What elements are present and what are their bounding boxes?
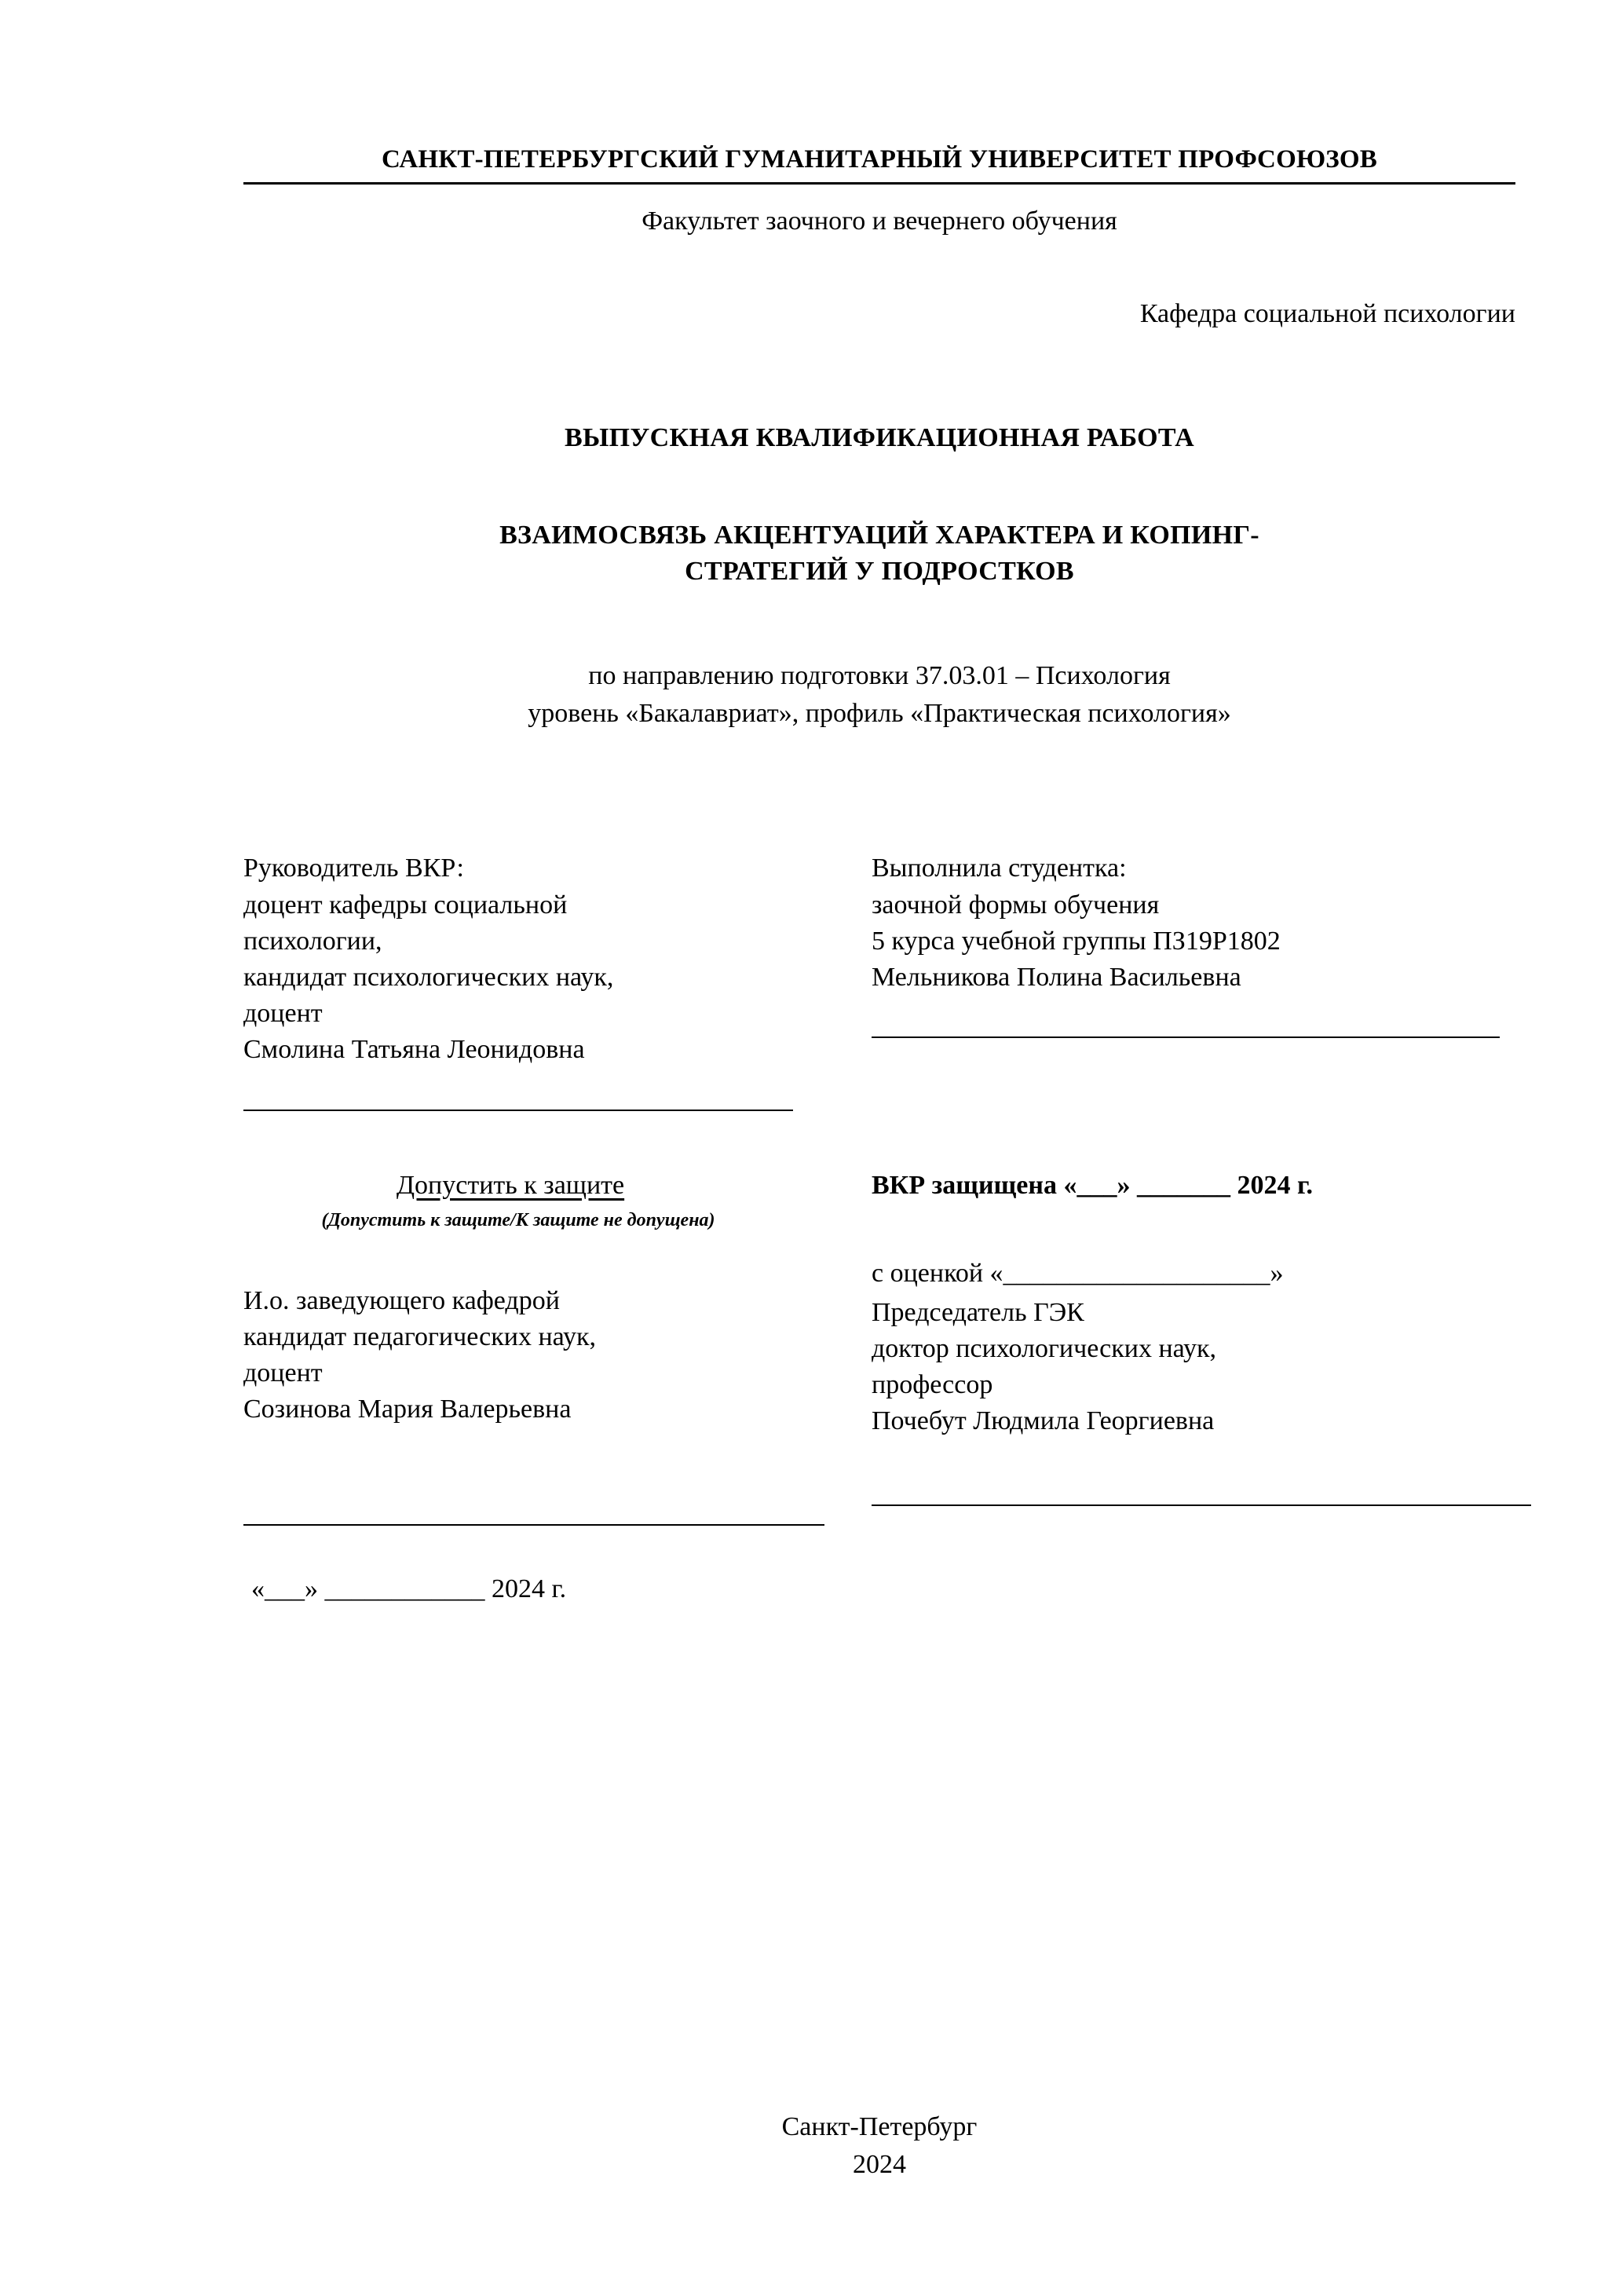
head-name: Созинова Мария Валерьевна: [243, 1395, 572, 1424]
head-signature-line: [243, 1524, 824, 1526]
student-form: заочной формы обучения: [872, 890, 1160, 919]
university-name: САНКТ-ПЕТЕРБУРГСКИЙ ГУМАНИТАРНЫЙ УНИВЕРСИТЕТ ПРОФСОЮЗОВ: [243, 145, 1515, 185]
defense-grade-line: с оценкой «____________________»: [872, 1258, 1284, 1288]
admission-heading: Допустить к защите: [396, 1170, 625, 1200]
head-label: И.о. заведующего кафедрой: [243, 1285, 560, 1315]
student-label: Выполнила студентка:: [872, 854, 1127, 883]
supervisor-signature-line: [243, 1110, 793, 1111]
program-level: уровень «Бакалавриат», профиль «Практическая психология»: [528, 699, 1231, 729]
head-degree: кандидат педагогических наук,: [243, 1322, 597, 1351]
head-rank: доцент: [243, 1358, 323, 1388]
chair-label: Председатель ГЭК: [872, 1297, 1084, 1327]
supervisor-position-line-1: доцент кафедры социальной: [243, 890, 568, 919]
program-info: [236, 657, 1523, 733]
chair-degree: доктор психологических наук,: [872, 1333, 1217, 1363]
supervisor-block: [236, 850, 864, 1110]
program-direction: по направлению подготовки 37.03.01 – Психология: [588, 660, 1171, 690]
chair-block: [872, 1295, 1523, 1440]
admission-date-line: «___» ____________ 2024 г.: [251, 1574, 567, 1603]
student-signature-line: [872, 1036, 1500, 1038]
chair-name: Почебут Людмила Георгиевна: [872, 1406, 1215, 1436]
student-group: 5 курса учебной группы ПЗ19Р1802: [872, 926, 1281, 956]
defense-date-line: ВКР защищена «___» _______ 2024 г.: [872, 1170, 1314, 1200]
footer-city: Санкт-Петербург: [781, 2112, 978, 2141]
thesis-title: [236, 517, 1523, 590]
faculty-name: Факультет заочного и вечернего обучения: [642, 207, 1117, 236]
supervisor-label: Руководитель ВКР:: [243, 854, 464, 883]
document-type: ВЫПУСКНАЯ КВАЛИФИКАЦИОННАЯ РАБОТА: [564, 423, 1195, 452]
signatures-bottom: [236, 1171, 1523, 1604]
student-name: Мельникова Полина Васильевна: [872, 963, 1241, 993]
thesis-title-line-1: ВЗАИМОСВЯЗЬ АКЦЕНТУАЦИЙ ХАРАКТЕРА И КОПИНГ-: [499, 521, 1259, 550]
chair-signature-line: [872, 1504, 1531, 1506]
footer-year: 2024: [853, 2149, 906, 2179]
thesis-title-line-2: СТРАТЕГИЙ У ПОДРОСТКОВ: [685, 556, 1074, 586]
signatures-top: [236, 850, 1523, 1110]
admission-note: (Допустить к защите/К защите не допущена): [321, 1209, 715, 1230]
page-footer: [236, 2108, 1523, 2183]
supervisor-degree: кандидат психологических наук,: [243, 963, 614, 993]
admission-block: [236, 1171, 864, 1604]
page-content: [236, 145, 1523, 2179]
supervisor-position-line-2: психологии,: [243, 926, 382, 956]
student-block: [864, 850, 1523, 1110]
supervisor-name: Смолина Татьяна Леонидовна: [243, 1035, 585, 1065]
supervisor-rank: доцент: [243, 999, 323, 1029]
defense-block: [864, 1171, 1523, 1604]
head-of-department-block: [243, 1283, 864, 1428]
chair-rank: профессор: [872, 1370, 993, 1400]
department-name: Кафедра социальной психологии: [1139, 299, 1515, 328]
